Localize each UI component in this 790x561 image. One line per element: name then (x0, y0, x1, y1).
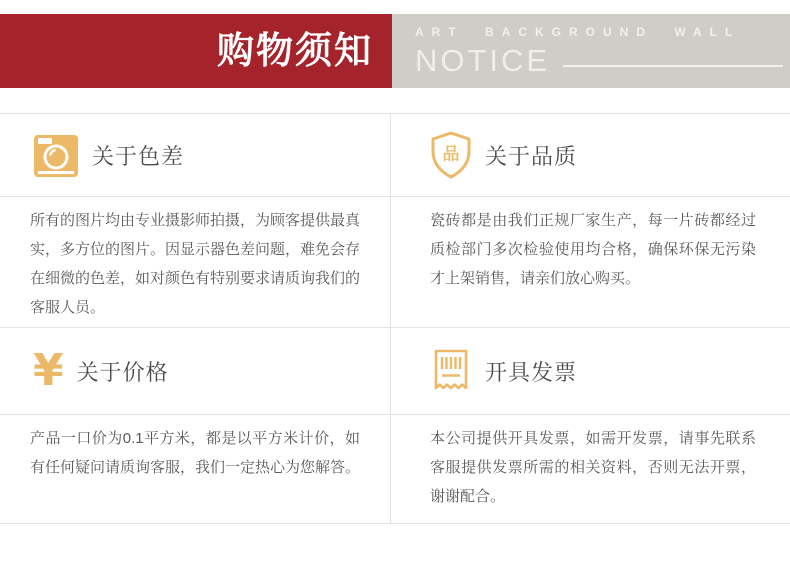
section-title: 关于价格 (76, 359, 169, 385)
header-banner (0, 14, 790, 88)
section-title: 开具发票 (485, 359, 578, 385)
section-quality-body: 瓷砖都是由我们正规厂家生产，每一片砖都经过质检部门多次检验使用均合格，确保环保无污染才上架销售，请亲们放心购买。 (390, 197, 790, 328)
section-price-body: 产品一口价为0.1平方米，都是以平方米计价，如有任何疑问请质询客服，我们一定热心为您解答。 (0, 415, 390, 524)
section-quality-header (390, 114, 790, 197)
camera-icon (33, 132, 79, 178)
banner-notice-label: NOTICE (415, 43, 551, 78)
banner-notice-row (415, 44, 790, 78)
receipt-icon (430, 348, 472, 394)
shield-icon (430, 131, 472, 179)
section-color-difference-body: 所有的图片均由专业摄影师拍摄，为顾客提供最真实，多方位的图片。因显示器色差问题，难免会存在细微的色差，如对颜色有特别要求请质询我们的客服人员。 (0, 197, 390, 328)
shield-char: 品 (442, 144, 460, 164)
section-title: 关于色差 (92, 143, 185, 169)
yen-icon (33, 345, 64, 396)
yen-glyph: ¥ (33, 345, 64, 396)
page-title: 购物须知 (217, 30, 373, 71)
banner-gray-block (392, 14, 790, 88)
section-title: 关于品质 (485, 143, 578, 169)
section-invoice-body: 本公司提供开具发票，如需开发票，请事先联系客服提供发票所需的相关资料，否则无法开票，谢谢配合。 (390, 415, 790, 524)
section-invoice-header (390, 328, 790, 415)
banner-red-block (0, 14, 392, 88)
banner-tagline: ART BACKGROUND WALL (415, 25, 741, 39)
section-price-header (0, 328, 390, 415)
notice-grid (0, 113, 790, 523)
section-color-difference-header (0, 114, 390, 197)
banner-divider-line (563, 65, 783, 67)
